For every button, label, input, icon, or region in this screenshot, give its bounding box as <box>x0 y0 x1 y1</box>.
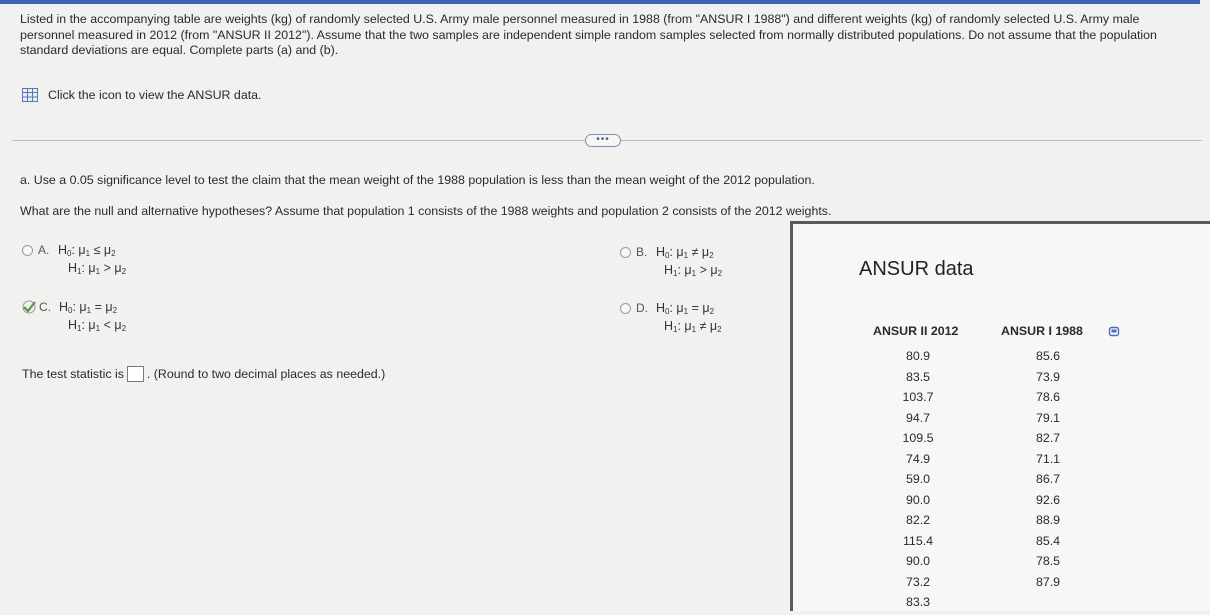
top-accent-bar <box>0 0 1200 4</box>
problem-intro: Listed in the accompanying table are weights (kg) of randomly selected U.S. Army male personnel measured in 1988 (from "ANSUR I 1988") and different weights (kg) of randomly selected U.S. Army male personnel measured in 2012 (from "ANSUR II 2012"). Assume that the two samples are independent simple random samples selected from normally distributed populations. Do not assume that the population standard deviations are equal. Complete parts (a) and (b). <box>20 12 1157 57</box>
table-grid-icon[interactable] <box>22 88 38 102</box>
table-cell: 85.4 <box>1035 533 1061 548</box>
table-cell: 85.6 <box>1035 349 1061 363</box>
view-data-link[interactable] <box>22 88 262 102</box>
table-cell: 83.3 <box>905 595 931 609</box>
option-c[interactable] <box>22 298 126 334</box>
table-cell: 90.0 <box>905 554 931 568</box>
test-statistic-input[interactable] <box>127 366 144 382</box>
table-cell: 109.5 <box>902 431 934 445</box>
table-cell: 103.7 <box>902 390 934 404</box>
radio-option-b[interactable] <box>620 247 631 258</box>
panel-title: ANSUR data <box>859 258 974 280</box>
table-cell: 73.9 <box>1035 369 1061 384</box>
option-c-letter: C. <box>39 300 51 314</box>
table-cell: 80.9 <box>905 349 931 363</box>
part-a-prompt: a. Use a 0.05 significance level to test the claim that the mean weight of the 1988 population is less than the mean weight of the 2012 population. <box>20 173 815 187</box>
table-cell: 115.4 <box>902 533 934 548</box>
column-1988-values <box>1031 348 1065 594</box>
option-d[interactable] <box>620 299 722 335</box>
option-a[interactable] <box>22 241 126 277</box>
table-cell: 73.2 <box>905 574 931 589</box>
view-data-link-label[interactable]: Click the icon to view the ANSUR data. <box>48 88 262 102</box>
table-cell: 88.9 <box>1035 513 1061 527</box>
table-cell: 82.7 <box>1035 431 1061 445</box>
table-cell: 87.9 <box>1035 574 1061 589</box>
expand-button[interactable]: ••• <box>585 134 621 147</box>
table-cell: 78.5 <box>1035 554 1061 568</box>
column-header-1988: ANSUR I 1988 <box>1001 324 1083 338</box>
test-stat-suffix: . (Round to two decimal places as needed.) <box>146 367 386 381</box>
table-cell: 94.7 <box>905 410 931 425</box>
option-d-h1: $H_1$: $\mu_1 \ne \mu_2$ <box>664 318 722 334</box>
table-cell: 86.7 <box>1035 472 1061 486</box>
table-cell: 78.6 <box>1035 390 1061 404</box>
hypotheses-question: What are the null and alternative hypotheses? Assume that population 1 consists of the 1988 weights and population 2 consists of the 2012 weights. <box>20 204 832 218</box>
table-cell: 79.1 <box>1035 410 1061 425</box>
ansur-data-panel <box>790 221 1210 611</box>
radio-option-a[interactable] <box>22 245 33 256</box>
option-b-letter: B. <box>636 245 648 259</box>
option-b-h1: $H_1$: $\mu_1 > \mu_2$ <box>664 262 723 278</box>
test-statistic-row <box>22 366 385 382</box>
option-a-letter: A. <box>38 243 50 257</box>
table-cell: 71.1 <box>1035 451 1061 466</box>
option-a-h0: $H_0$: $\mu_1 \le \mu_2$ <box>58 242 116 258</box>
checkmark-icon <box>22 300 36 314</box>
column-2012-values <box>901 348 935 615</box>
option-d-letter: D. <box>636 301 648 315</box>
option-b-h0: $H_0$: $\mu_1 \ne \mu_2$ <box>656 244 714 260</box>
table-cell: 59.0 <box>905 472 931 486</box>
option-a-h1: $H_1$: $\mu_1 > \mu_2$ <box>68 260 127 276</box>
table-cell: 83.5 <box>905 369 931 384</box>
option-b[interactable] <box>620 243 722 279</box>
column-header-2012: ANSUR II 2012 <box>873 324 959 338</box>
radio-option-d[interactable] <box>620 303 631 314</box>
copy-icon[interactable] <box>1108 324 1122 338</box>
option-d-h0: $H_0$: $\mu_1 = \mu_2$ <box>656 300 715 316</box>
table-cell: 92.6 <box>1035 492 1061 507</box>
table-cell: 82.2 <box>905 513 931 527</box>
option-c-h0: $H_0$: $\mu_1 = \mu_2$ <box>59 299 118 315</box>
option-c-h1: $H_1$: $\mu_1 < \mu_2$ <box>68 317 127 333</box>
table-cell: 90.0 <box>905 492 931 507</box>
table-cell: 74.9 <box>905 451 931 466</box>
test-stat-prefix: The test statistic is <box>22 367 124 381</box>
